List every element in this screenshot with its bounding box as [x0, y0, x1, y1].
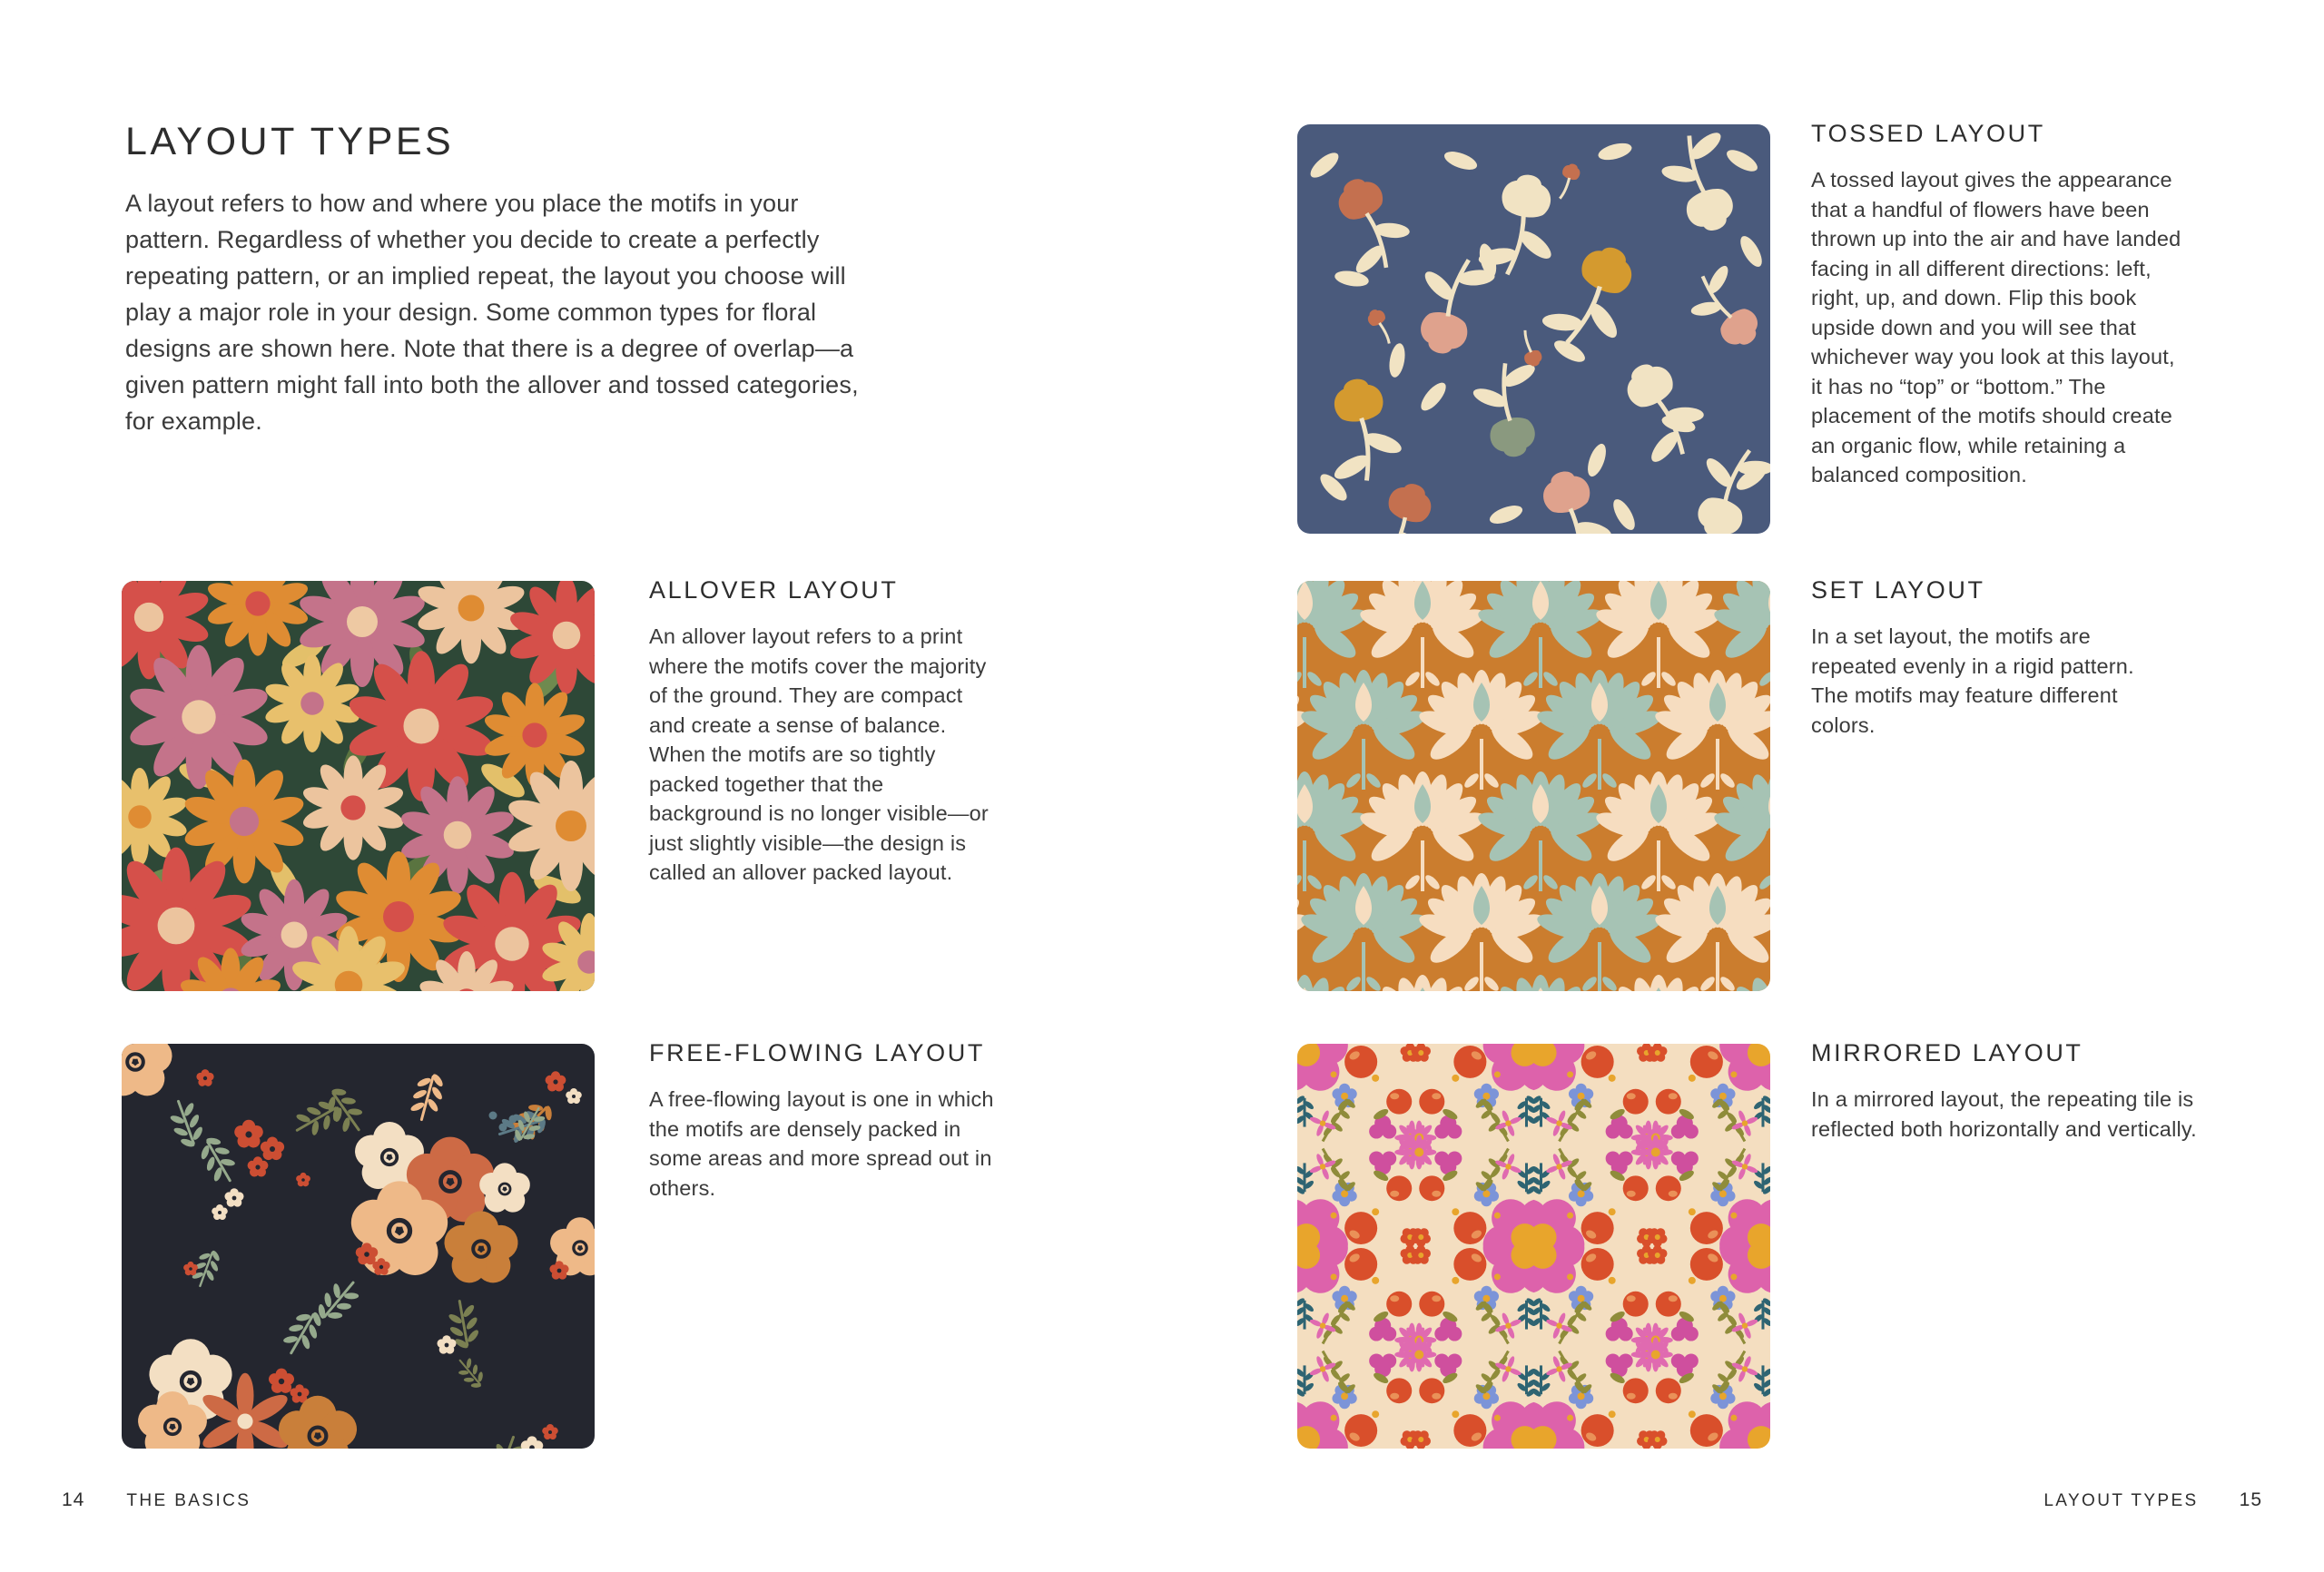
free-flowing-pattern-swatch	[122, 1044, 595, 1449]
allover-section	[649, 575, 999, 888]
free-flowing-pattern-image	[122, 1044, 595, 1449]
tossed-pattern-image	[1297, 124, 1770, 534]
section-body-free-flowing: A free-flowing layout is one in which the motifs are densely packed in some areas and more spread out in others.	[649, 1087, 994, 1200]
allover-pattern-swatch	[122, 581, 595, 991]
section-heading-tossed: TOSSED LAYOUT	[1811, 120, 2045, 147]
section-body-mirrored: In a mirrored layout, the repeating tile is reflected both horizontally and vertically.	[1811, 1087, 2197, 1141]
footer-label-right: LAYOUT TYPES	[2043, 1491, 2199, 1510]
mirrored-pattern-swatch	[1297, 1044, 1770, 1449]
set-pattern-image	[1297, 581, 1770, 991]
tossed-section	[1811, 118, 2181, 490]
page-number-left: 14	[62, 1489, 85, 1510]
section-heading-set: SET LAYOUT	[1811, 576, 1985, 604]
section-heading-mirrored: MIRRORED LAYOUT	[1811, 1039, 2083, 1066]
tossed-pattern-swatch	[1297, 124, 1770, 534]
footer-left	[62, 1489, 251, 1511]
section-body-tossed: A tossed layout gives the appearance that a handful of flowers have been thrown up into the air and have landed facing in all different directions: left, right, up, and down. Flip this book upside down and you will see that whichever way you look at this layout, it has no “top” or “bottom.” The placement of the motifs should create an organic flow, while retaining a balanced composition.	[1811, 168, 2181, 486]
set-pattern-swatch	[1297, 581, 1770, 991]
mirrored-pattern-image	[1297, 1044, 1770, 1449]
intro-block	[125, 118, 879, 439]
page-title: LAYOUT TYPES	[125, 120, 455, 163]
intro-paragraph: A layout refers to how and where you place the motifs in your pattern. Regardless of whether you decide to create a perfectly repeating pattern, or an implied repeat, the layout you choose will play a major role in your design. Some common types for floral designs are shown here. Note that there is a degree of overlap—a given pattern might fall into both the allover and tossed categories, for example.	[125, 190, 859, 435]
section-body-set: In a set layout, the motifs are repeated evenly in a rigid pattern. The motifs may feature different colors.	[1811, 624, 2134, 737]
footer-right	[2043, 1489, 2262, 1511]
section-heading-free-flowing: FREE-FLOWING LAYOUT	[649, 1039, 985, 1066]
section-heading-allover: ALLOVER LAYOUT	[649, 576, 899, 604]
page-number-right: 15	[2239, 1489, 2262, 1510]
section-body-allover: An allover layout refers to a print where the motifs cover the majority of the ground. They are compact and create a sense of balance. When the motifs are so tightly packed together that the background is no longer visible—or just slightly visible—the design is called an allover packed layout.	[649, 624, 989, 884]
set-section	[1811, 575, 2174, 740]
footer-label-left: THE BASICS	[126, 1491, 251, 1510]
mirrored-section	[1811, 1037, 2197, 1144]
free-flowing-section	[649, 1037, 1012, 1203]
allover-pattern-image	[122, 581, 595, 991]
